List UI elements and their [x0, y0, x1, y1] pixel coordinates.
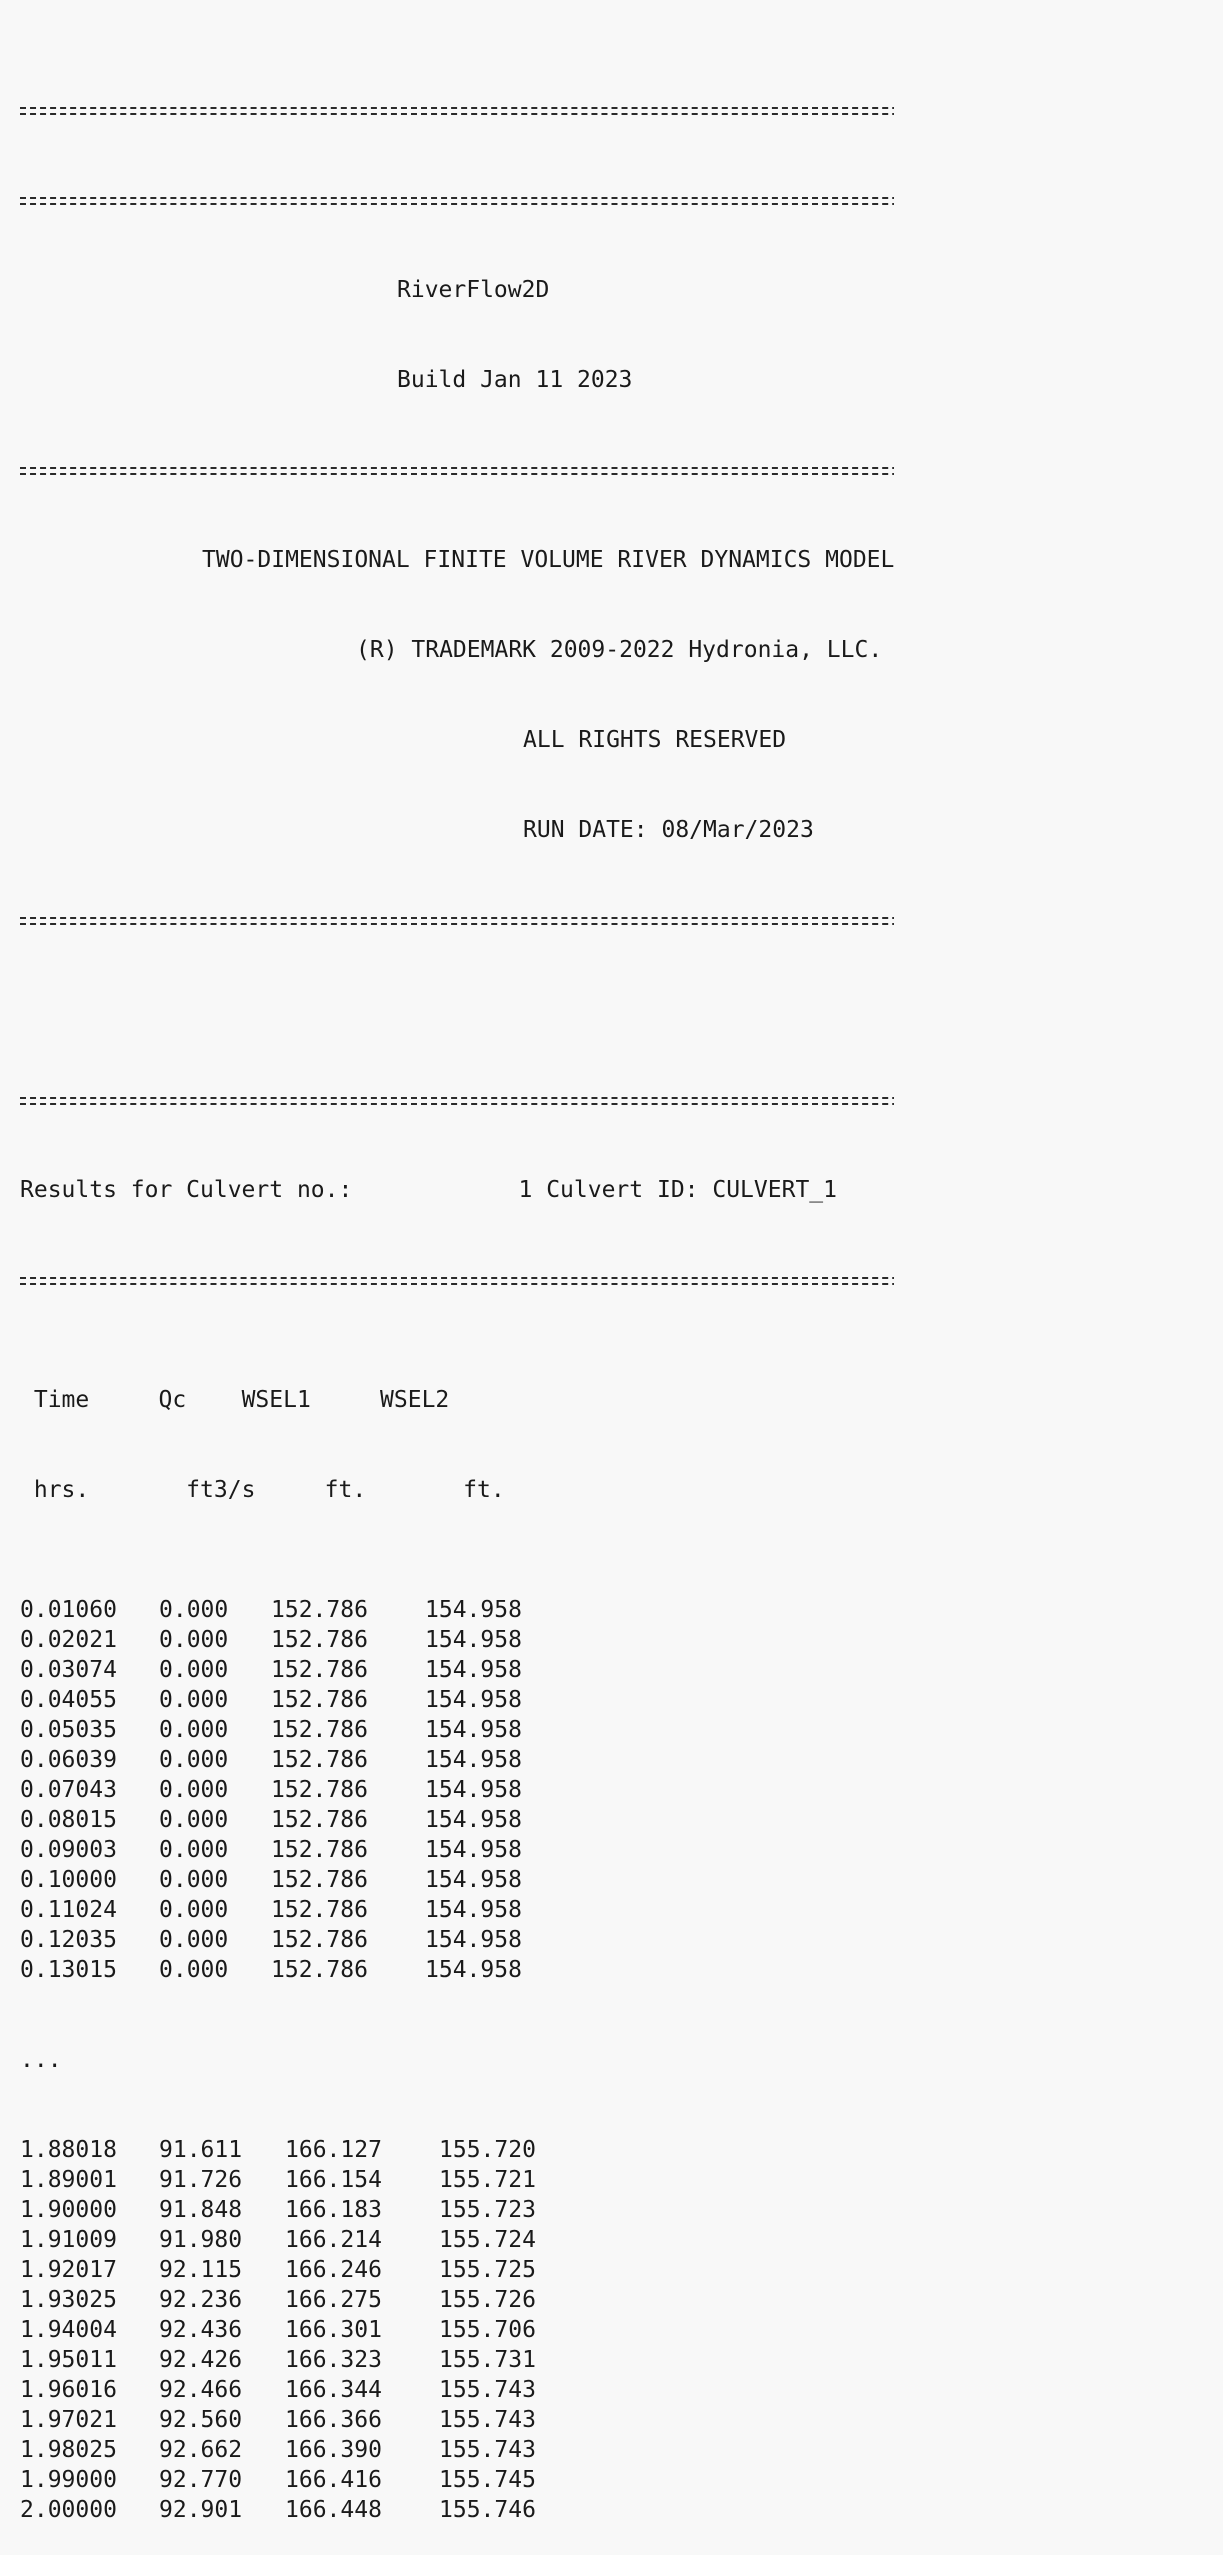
table-row [20, 1595, 894, 1625]
cell-qc: 0.000 [159, 1867, 229, 1893]
table-row [20, 1955, 894, 1985]
table-row [20, 2435, 894, 2465]
cell-wsel1: 152.786 [271, 1867, 368, 1893]
col-name-wsel1: WSEL1 [186, 1387, 311, 1413]
cell-qc: 0.000 [159, 1957, 229, 1983]
cell-wsel2: 155.724 [439, 2227, 536, 2253]
table-row [20, 1925, 894, 1955]
build-date: Build Jan 11 2023 [397, 367, 633, 393]
table-row [20, 1655, 894, 1685]
cell-wsel2: 154.958 [425, 1657, 522, 1683]
table-row [20, 1805, 894, 1835]
cell-wsel1: 166.301 [285, 2317, 382, 2343]
separator-rule [20, 185, 894, 215]
cell-wsel2: 155.743 [439, 2437, 536, 2463]
cell-time: 0.09003 [20, 1837, 117, 1863]
cell-wsel1: 166.154 [285, 2167, 382, 2193]
cell-wsel1: 152.786 [271, 1837, 368, 1863]
cell-wsel2: 154.958 [425, 1897, 522, 1923]
rights-line: ALL RIGHTS RESERVED [523, 727, 787, 753]
cell-wsel1: 152.786 [271, 1807, 368, 1833]
cell-wsel2: 155.743 [439, 2407, 536, 2433]
cell-wsel1: 166.416 [285, 2467, 382, 2493]
table-row [20, 2255, 894, 2285]
cell-wsel2: 155.726 [439, 2287, 536, 2313]
cell-qc: 0.000 [159, 1597, 229, 1623]
cell-time: 0.04055 [20, 1687, 117, 1713]
cell-wsel1: 166.323 [285, 2347, 382, 2373]
table-row [20, 2165, 894, 2195]
cell-wsel2: 154.958 [425, 1867, 522, 1893]
separator-rule [20, 95, 894, 125]
ellipsis: ... [20, 2047, 62, 2073]
cell-wsel2: 155.746 [439, 2497, 536, 2523]
output-log [20, 35, 894, 2555]
cell-qc: 0.000 [159, 1717, 229, 1743]
col-unit-time: hrs. [20, 1477, 90, 1503]
cell-qc: 91.611 [159, 2137, 243, 2163]
cell-qc: 91.726 [159, 2167, 243, 2193]
table-row [20, 2345, 894, 2375]
cell-wsel1: 152.786 [271, 1657, 368, 1683]
separator-rule [20, 1085, 894, 1115]
cell-time: 0.05035 [20, 1717, 117, 1743]
cell-qc: 0.000 [159, 1777, 229, 1803]
cell-time: 1.88018 [20, 2137, 117, 2163]
table-row [20, 1895, 894, 1925]
cell-qc: 0.000 [159, 1927, 229, 1953]
cell-time: 0.10000 [20, 1867, 117, 1893]
cell-wsel2: 154.958 [425, 1627, 522, 1653]
cell-qc: 92.560 [159, 2407, 243, 2433]
cell-wsel1: 166.214 [285, 2227, 382, 2253]
cell-wsel2: 154.958 [425, 1747, 522, 1773]
col-name-time: Time [20, 1387, 90, 1413]
cell-wsel1: 152.786 [271, 1927, 368, 1953]
cell-time: 0.03074 [20, 1657, 117, 1683]
cell-wsel2: 155.720 [439, 2137, 536, 2163]
results-title: Results for Culvert no.: 1 Culvert ID: CULVERT_1 [20, 1177, 837, 1203]
cell-time: 1.94004 [20, 2317, 117, 2343]
cell-qc: 92.115 [159, 2257, 243, 2283]
cell-time: 0.11024 [20, 1897, 117, 1923]
cell-time: 1.99000 [20, 2467, 117, 2493]
table-row [20, 1835, 894, 1865]
table-row [20, 1775, 894, 1805]
cell-time: 1.93025 [20, 2287, 117, 2313]
cell-qc: 92.770 [159, 2467, 243, 2493]
table-row [20, 2465, 894, 2495]
model-title: TWO-DIMENSIONAL FINITE VOLUME RIVER DYNAMICS MODEL [202, 547, 895, 573]
table-rows-last [20, 2135, 894, 2525]
cell-wsel1: 166.127 [285, 2137, 382, 2163]
cell-time: 1.95011 [20, 2347, 117, 2373]
cell-wsel2: 154.958 [425, 1957, 522, 1983]
separator-rule [20, 905, 894, 935]
cell-time: 0.01060 [20, 1597, 117, 1623]
table-row [20, 1625, 894, 1655]
cell-wsel1: 152.786 [271, 1747, 368, 1773]
cell-wsel1: 152.786 [271, 1627, 368, 1653]
table-row [20, 2225, 894, 2255]
cell-wsel1: 152.786 [271, 1717, 368, 1743]
cell-wsel2: 155.743 [439, 2377, 536, 2403]
cell-qc: 0.000 [159, 1837, 229, 1863]
col-name-qc: Qc [89, 1387, 187, 1413]
cell-qc: 0.000 [159, 1807, 229, 1833]
col-unit-wsel2: ft. [366, 1477, 505, 1503]
col-unit-qc: ft3/s [89, 1477, 256, 1503]
cell-time: 1.91009 [20, 2227, 117, 2253]
cell-wsel2: 154.958 [425, 1687, 522, 1713]
cell-wsel2: 155.723 [439, 2197, 536, 2223]
cell-wsel1: 166.390 [285, 2437, 382, 2463]
cell-qc: 0.000 [159, 1747, 229, 1773]
cell-wsel1: 166.275 [285, 2287, 382, 2313]
cell-time: 0.07043 [20, 1777, 117, 1803]
cell-qc: 92.901 [159, 2497, 243, 2523]
separator-rule [20, 455, 894, 485]
run-date: RUN DATE: 08/Mar/2023 [523, 817, 814, 843]
cell-wsel2: 154.958 [425, 1597, 522, 1623]
cell-wsel2: 154.958 [425, 1837, 522, 1863]
cell-wsel1: 166.183 [285, 2197, 382, 2223]
cell-wsel2: 154.958 [425, 1777, 522, 1803]
cell-qc: 92.236 [159, 2287, 243, 2313]
cell-time: 1.89001 [20, 2167, 117, 2193]
table-row [20, 2495, 894, 2525]
col-name-wsel2: WSEL2 [310, 1387, 450, 1413]
separator-rule [20, 1265, 894, 1295]
cell-wsel1: 152.786 [271, 1897, 368, 1923]
cell-wsel1: 152.786 [271, 1687, 368, 1713]
cell-qc: 91.848 [159, 2197, 243, 2223]
table-row [20, 1865, 894, 1895]
cell-qc: 92.426 [159, 2347, 243, 2373]
cell-time: 1.98025 [20, 2437, 117, 2463]
cell-wsel2: 155.706 [439, 2317, 536, 2343]
cell-wsel1: 152.786 [271, 1597, 368, 1623]
cell-wsel2: 154.958 [425, 1717, 522, 1743]
table-row [20, 2315, 894, 2345]
cell-qc: 92.436 [159, 2317, 243, 2343]
cell-time: 0.08015 [20, 1807, 117, 1833]
cell-wsel1: 166.246 [285, 2257, 382, 2283]
cell-time: 0.06039 [20, 1747, 117, 1773]
table-row [20, 2135, 894, 2165]
table-row [20, 2195, 894, 2225]
cell-qc: 0.000 [159, 1657, 229, 1683]
cell-wsel2: 154.958 [425, 1927, 522, 1953]
trademark-line: (R) TRADEMARK 2009-2022 Hydronia, LLC. [356, 637, 883, 663]
table-row [20, 1685, 894, 1715]
cell-wsel1: 166.448 [285, 2497, 382, 2523]
cell-wsel2: 155.721 [439, 2167, 536, 2193]
program-name: RiverFlow2D [397, 277, 550, 303]
cell-time: 0.02021 [20, 1627, 117, 1653]
cell-wsel1: 152.786 [271, 1777, 368, 1803]
cell-time: 0.12035 [20, 1927, 117, 1953]
cell-time: 2.00000 [20, 2497, 117, 2523]
col-unit-wsel1: ft. [255, 1477, 367, 1503]
cell-wsel1: 166.344 [285, 2377, 382, 2403]
table-rows-first [20, 1595, 894, 1985]
cell-wsel1: 166.366 [285, 2407, 382, 2433]
cell-qc: 91.980 [159, 2227, 243, 2253]
table-row [20, 2405, 894, 2435]
column-units [20, 1475, 894, 1505]
cell-wsel2: 154.958 [425, 1807, 522, 1833]
cell-wsel2: 155.745 [439, 2467, 536, 2493]
table-row [20, 1715, 894, 1745]
table-row [20, 2375, 894, 2405]
cell-time: 1.92017 [20, 2257, 117, 2283]
table-row [20, 1745, 894, 1775]
cell-qc: 0.000 [159, 1627, 229, 1653]
cell-wsel1: 152.786 [271, 1957, 368, 1983]
table-row [20, 2285, 894, 2315]
cell-qc: 92.662 [159, 2437, 243, 2463]
cell-qc: 0.000 [159, 1897, 229, 1923]
cell-time: 1.97021 [20, 2407, 117, 2433]
column-names [20, 1385, 894, 1415]
cell-time: 1.96016 [20, 2377, 117, 2403]
cell-time: 1.90000 [20, 2197, 117, 2223]
cell-time: 0.13015 [20, 1957, 117, 1983]
cell-qc: 92.466 [159, 2377, 243, 2403]
cell-wsel2: 155.725 [439, 2257, 536, 2283]
cell-wsel2: 155.731 [439, 2347, 536, 2373]
cell-qc: 0.000 [159, 1687, 229, 1713]
